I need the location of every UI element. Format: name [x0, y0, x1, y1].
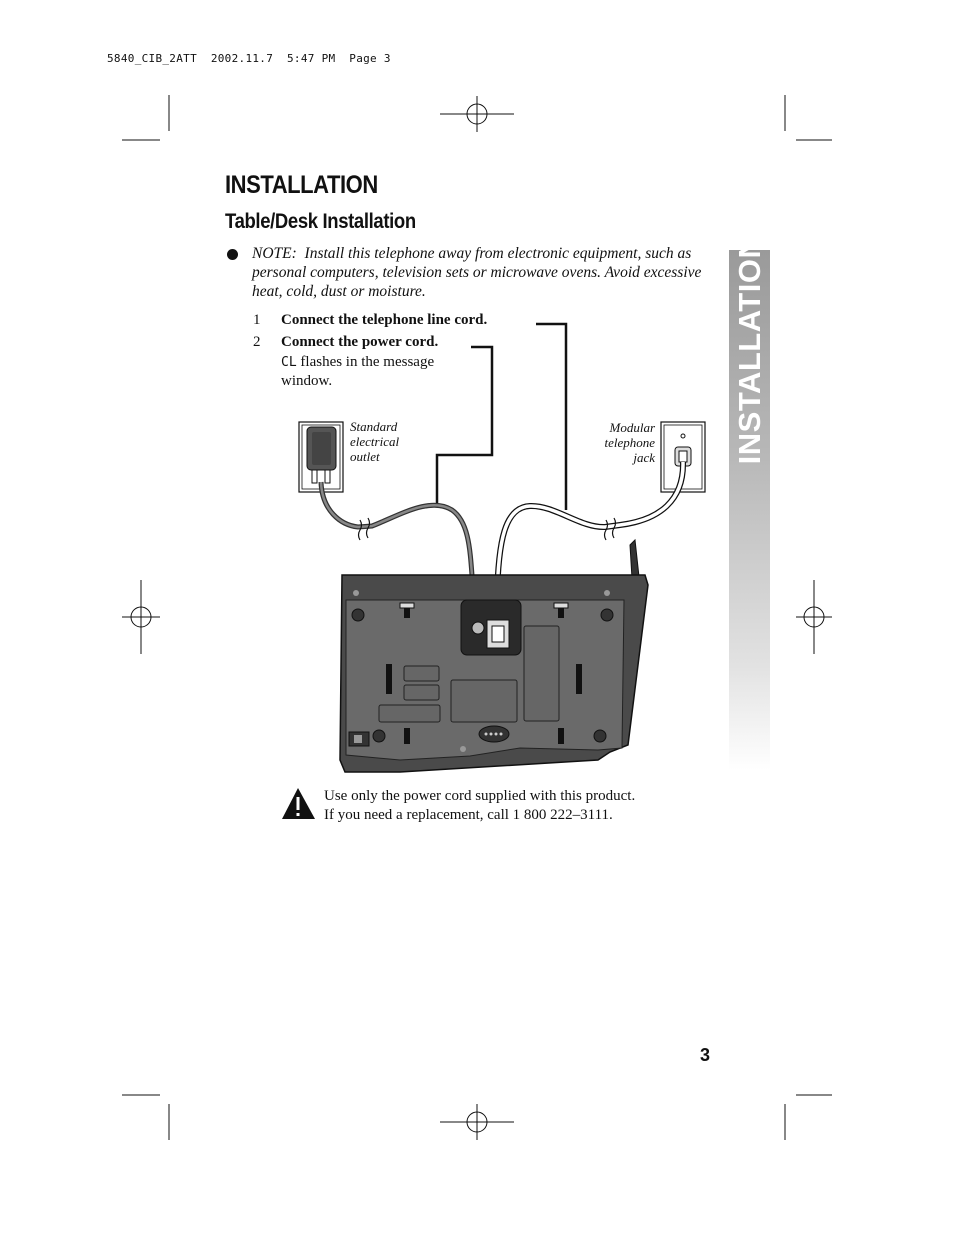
jack-caption: Modular telephone jack	[604, 420, 655, 465]
page-number: 3	[700, 1045, 711, 1065]
step-number: 1	[253, 312, 261, 328]
step-2-detail-text: flashes in the message window.	[281, 354, 435, 389]
display-code: CL	[281, 355, 297, 370]
warning-line-1: Use only the power cord supplied with this product.	[324, 788, 636, 804]
warning-line-2: If you need a replacement, call 1 800 222–3111.	[324, 806, 613, 823]
note-text: Install this telephone away from electronic equipment, such as personal computers, television sets or microwave ovens. Avoid excessive heat, cold, dust or moisture.	[252, 245, 702, 300]
note-bullet	[227, 249, 238, 260]
step-2-detail	[281, 353, 481, 391]
outlet-caption: Standard electrical outlet	[350, 419, 400, 464]
step-text: Connect the telephone line cord.	[281, 312, 488, 328]
registration-target-bottom	[440, 1104, 514, 1140]
step-1	[253, 311, 487, 330]
side-tab-label-wrapper	[729, 235, 770, 465]
electrical-outlet-illustration	[299, 422, 343, 492]
leader-lines	[437, 324, 566, 510]
registration-target-right	[796, 580, 832, 654]
side-tab-label: INSTALLATION	[731, 235, 767, 465]
power-cord-warning	[324, 787, 724, 824]
section-title: Table/Desk Installation	[225, 210, 416, 233]
step-text: Connect the power cord.	[281, 334, 439, 350]
telephone-base-illustration	[340, 540, 648, 772]
print-slug: 5840_CIB_2ATT 2002.11.7 5:47 PM Page 3	[107, 52, 391, 65]
step-2	[253, 333, 438, 352]
registration-target-left	[122, 580, 160, 654]
installation-note	[252, 244, 702, 301]
registration-target-top	[440, 96, 514, 132]
warning-triangle-icon	[282, 788, 315, 819]
step-number: 2	[253, 334, 261, 350]
page-title: INSTALLATION	[225, 171, 378, 199]
note-label: NOTE:	[252, 245, 297, 262]
